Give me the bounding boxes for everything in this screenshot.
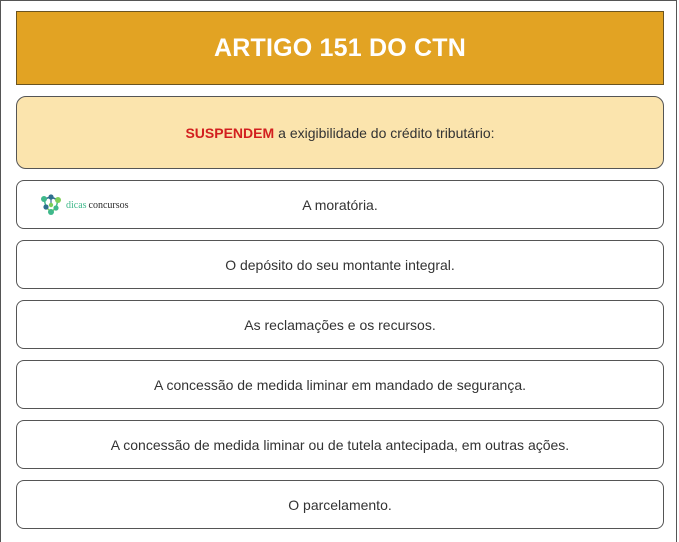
- item-text: As reclamações e os recursos.: [244, 316, 436, 333]
- intro-text: a exigibilidade do crédito tributário:: [278, 124, 495, 141]
- list-item-1: [16, 180, 664, 229]
- intro-box: [16, 96, 664, 169]
- item-text: O depósito do seu montante integral.: [225, 256, 455, 273]
- item-text: A concessão de medida liminar em mandado de segurança.: [154, 376, 526, 393]
- intro-highlight: SUSPENDEM: [185, 124, 275, 141]
- list-item-5: [16, 420, 664, 469]
- molecule-logo-icon: [39, 194, 63, 216]
- item-text: A concessão de medida liminar ou de tutela antecipada, em outras ações.: [110, 436, 570, 453]
- list-item-6: [16, 480, 664, 529]
- logo-word-dicas: dicas: [66, 199, 87, 211]
- list-item-2: [16, 240, 664, 289]
- item-text: A moratória.: [302, 196, 378, 213]
- logo-word-concursos: concursos: [88, 199, 129, 211]
- list-item-3: [16, 300, 664, 349]
- title-box: [16, 11, 664, 85]
- item-text: O parcelamento.: [288, 496, 392, 513]
- logo-text: [66, 200, 129, 211]
- list-item-4: [16, 360, 664, 409]
- page-title: ARTIGO 151 DO CTN: [213, 33, 467, 62]
- dicas-concursos-logo: [39, 194, 129, 216]
